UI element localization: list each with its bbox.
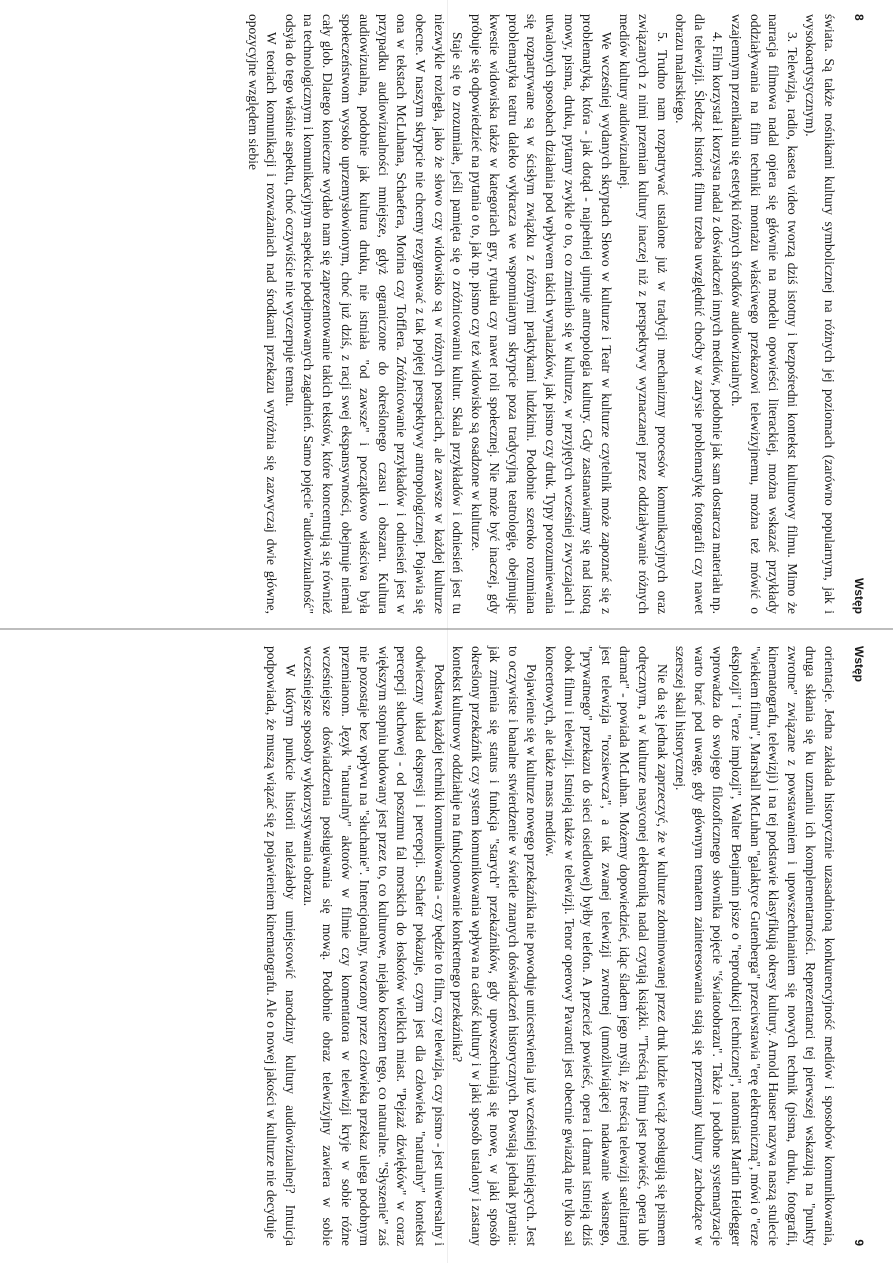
page-9-header (842, 646, 866, 1246)
page-8-body (243, 14, 838, 614)
paragraph: W teoriach komunikacji i rozważaniach nad środkami przekazu wyróżnia się zazwyczaj dwie główne, opozycyjne względem siebie (245, 14, 280, 614)
page-9 (26, 646, 866, 1246)
paragraph: Staje się to zrozumiałe, jeśli pamięta się o zróżnicowaniu kultur. Skala przykładów i odniesień jest tu niezwykle rozległa, jako że słowo czy widowisko są w różnych postaciach, ale zawsze w każdej kulturze obecne. W naszym skrypcie nie chcemy rezygnować z tak pojętej perspektywy antropologicznej. Pojawia się ona w tekstach McLuhana, Schaefera, Morina czy Tofflera. Zróżnicowanie przykładów i odniesień jest w przypadku audiowizualności mniejsze, gdyż ograniczone do określonego czasu i obszaru. Kultura audiowizualna, podobnie jak kultura druku, nie istniała "od zawsze" i początkowo właściwa była społeczeństwom wysoko uprzemysłowionym, choć już dziś, z racji swej ekspansywności, obejmuje niemal cały glob. Dlatego konieczne wydało nam się zaprezentowanie takich tekstów, które koncentrują się również na technologicznym i komunikacyjnym aspekcie podejmowanych zagadnień. Samo pojęcie "audiowizualność" odsyła do tego właśnie aspektu, choć oczywiście nie wyczerpuje tematu. (282, 14, 466, 614)
page-divider (0, 628, 893, 630)
page-9-rotated (264, 646, 866, 1246)
page-9-number: 9 (852, 1239, 866, 1246)
page-9-running-head: Wstęp (852, 646, 866, 682)
paragraph: 3. Telewizja, radio, kaseta video tworzą dziś istotny i bezpośredni kontekst kulturowy filmu. Mimo że narracja filmowa nadal opiera się głównie na modelu opowieści literackiej, można wskazać przykłady oddziaływania na film techniki montażu właściwego przekazowi telewizyjnemu, można też mówić o wzajemnym przenikaniu się estetyki różnych środków audiowizualnych. (729, 14, 800, 614)
page-9-body (262, 646, 838, 1246)
page-8-rotated (245, 14, 866, 614)
page-8-header (842, 14, 866, 614)
paragraph: We wcześniej wydanych skryptach Słowo w kulturze i Teatr w kulturze czytelnik może zapoznać się z problematyką, która - jak dotąd - najpełniej ujmuje antropologia kultury. Gdy zastanawiamy się nad istotą mowy, pisma, druku, pytamy zwykle o to, co zmieniło się w kulturze, w przyjętych wcześniej zwyczajach i utwalonych sposobach działania pod wpływem takich wynalazków, jak pismo czy druk. Typy porozumiewania się rozpatrywane są w ścisłym związku z różnymi praktykami ludzkimi. Podobnie szeroko rozumiana problematyka teatru daleko wykracza we wspomnianym skrypcie poza tradycyjną teatrologię, obejmując kwestie widowiska także w kategoriach gry, rytuału czy nawet roli społecznej. Nie może być inaczej, gdy próbuje się odpowiedzieć na pytania o to, jak np. pismo czy też widowisko są osadzone w kulturze. (468, 14, 614, 614)
page-8-running-head: Wstęp (852, 578, 866, 614)
paragraph: Nie da się jednak zaprzeczyć, że w kulturze zdominowanej przez druk ludzie wciąż posługują się pismem odręcznym, a w kulturze nasyconej elektroniką nadal czytają książki. "Treścią filmu jest powieść, opera lub dramat" - powiada McLuhan. Możemy dopowiedzieć, idąc śladem jego myśli, że treścią telewizji satelitarnej jest telewizja "rozsiewcza", a tak zwanej telewizji zwrotnej (umożliwiającej nadawanie własnego, "prywatnego" przekazu do sieci osiedlowej) byłby telefon. A przecież powieść, opera i dramat istnieją dziś obok filmu i telewizji. Istnieją także w telewizji. Tenor operowy Pavarotti jest obecnie gwiazdą nie tylko sal koncertowych, ale także mass mediów. (543, 646, 670, 1246)
paragraph: świata. Są także nośnikami kultury symbolicznej na różnych jej poziomach (zarówno popularnym, jak i wysokoartystycznym). (803, 14, 837, 614)
paragraph: 4. Film korzystał i korzysta nadal z doświadczeń innych mediów, podobnie jak sam dostarcza materiału np. dla telewizji. Śledząc historię filmu trzeba uwzględnić choćby w zarysie problematykę fotografii czy nawet obrazu malarskiego. (673, 14, 726, 614)
paragraph: orientacje. Jedna zakłada historycznie uzasadnioną konkurencyjność mediów i sposobów komunikowania, druga skłania się ku uznaniu ich komplementarności. Reprezentanci tej pierwszej wskazują na "punkty zwrotne" związane z powstawaniem i upowszechnianiem się nowych technik (pisma, druku, fotografii, kinematografu, telewizji) i na tej podstawie klasyfikują okresy kultury. Arnold Hauser nazywa naszą stulecie "wiekiem filmu", Marshall McLuhan "galaktyce Gutenberga" przeciwstawia "erę elektroniczną", mówi o "erze eksplozji" i "erze implozji", Walter Benjamin pisze o "reprodukcji technicznej", natomiast Martin Heidegger wprowadza do swojego filozoficznego słownika pojęcie "światoobrazu". Także i podobne systematyzacje warto brać pod uwagę, gdy głównym tematem zainteresowania stają się przemiany kultury zachodzące w szerszej skali historycznej. (673, 646, 837, 1246)
page-8-number: 8 (852, 14, 866, 21)
page-8 (26, 14, 866, 614)
paragraph: Pojawienie się w kulturze nowego przekaźnika nie powoduje unicestwienia już wcześniej istniejących. Jest to oczywiste i banalne stwierdzenie w świetle znanych doświadczeń historycznych. Powstają jednak pytania: jak zmienia się status i funkcja "starych" przekaźników, gdy upowszechniają się nowe, w jaki sposób określony przekaźnik czy system komunikowania wpływa na całość kultury i w jaki sposób ustalony i zastany kontekst kulturowy oddziałuje na funkcjonowanie konkretnego przekaźnika? (450, 646, 540, 1246)
paragraph: W którym punkcie historii należałoby umiejscowić narodziny kultury audiowizualnej? Intuicja podpowiada, że muszą wiązać się z pojawieniem kinematografu. Ale o nowej jakości w kulturze nie decyduje (264, 646, 298, 1246)
paragraph: Podstawą każdej techniki komunikowania - czy będzie to film, czy telewizja, czy pismo - jest uniwersalny i odwieczny układ ekspresji i percepcji. Schafer pokazuje, czym jest dla człowieka "naturalny" kontekst percepcji słuchowej - od poszumu fal morskich do łoskotów wielkich miast. "Pejzaż dźwięków" w coraz większym stopniu budowany jest przez to, co kulturowe, niejako kosztem tego, co naturalne. "Słyszenie" zaś nie pozostaje bez wpływu na "słuchanie". Intencjonalny, tworzony przez człowieka przekaz ulega podobnym przemianom. Język "naturalny" aktorów w filmie czy komentatora w telewizji kryje w sobie różne wcześniejsze doświadczenia posługiwania się mową. Podobnie obraz telewizyjny zawiera w sobie wcześniejsze sposoby wykorzystywania obrazu. (301, 646, 447, 1246)
paragraph: 5. Trudno nam rozpatrywać ustalone już w tradycji mechanizmy procesów komunikacyjnych oraz związanych z nimi przemian kultury inaczej niż z perspektywy wyznaczanej przez oddziaływanie różnych mediów kultury audiowizualnej. (617, 14, 670, 614)
